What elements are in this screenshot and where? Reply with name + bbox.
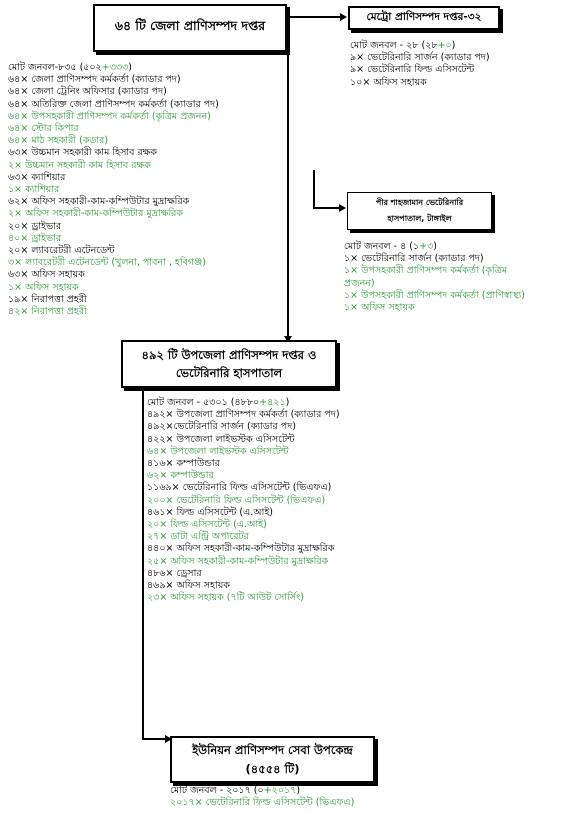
union-staff-item: ২০১৭× ভেটেরিনারি ফিল্ড এসিসটেন্ট (ভিএফএ) [170,797,355,809]
upazila-staff-item: ২৭× ডাটা এন্ট্রি অপারেটর [147,531,249,543]
upazila-title-line1: ৪৯২ টি উপজেলা প্রাণিসম্পদ দপ্তর ও [141,348,317,362]
district-staff-item: ৬৩× অফিস সহায়ক [8,269,85,281]
connector-union-vertical [142,378,144,739]
metro-staff-item: ৯× ভেটেরিনারি সার্জন (ক্যাডার পদ) [350,52,490,64]
connector-main-vertical [287,52,289,339]
district-staff-item: ৬৩× ক্যাশিয়ার [8,171,66,183]
metro-office-box [348,6,500,30]
connector-hospital-horizontal [313,207,340,209]
hospital-title-line1: পীর শাহজামান ভেটেরিনারি [375,197,464,207]
upazila-staff-item: ২৩× অফিস সহায়ক (৭টি আউট সোর্সিং) [147,592,304,604]
union-staff-list [170,785,354,809]
union-total: মোট জনবল - ২০১৭ (০+২০১৭) [170,785,301,796]
metro-staff-item: ১০× অফিস সহায়ক [350,76,427,88]
metro-staff-item: ৯× ভেটেরিনারি ফিল্ড এসিসটেন্ট [350,64,475,76]
upazila-staff-item: ৪৬৯× অফিস সহায়ক [147,580,230,592]
metro-office-title: মেট্রো প্রাণিসম্পদ দপ্তর-৩২ [366,10,482,23]
connector-union-horizontal [142,738,167,740]
upazila-staff-item: ৪৯২×ভেটেরিনারি সার্জন (ক্যাডার পদ) [147,421,296,433]
hospital-total: মোট জনবল - ৪ (১+৩) [344,241,437,252]
upazila-staff-item: ৬৪× উপজেলা লাইভস্টক এসিসটেন্ট [147,445,289,457]
district-staff-item: ৬৪× জেলা প্রাণিসম্পদ কর্মকর্তা (ক্যাডার পদ) [8,74,181,86]
upazila-staff-item: ৬২× কম্পাউন্ডার [147,470,214,482]
hospital-title-line2: হাসপাতাল, টাঙ্গাইল [387,213,452,223]
upazila-staff-item: ১১৬৯× ভেটেরিনারি ফিল্ড এসিসটেন্ট (ভিএফএ) [147,482,332,494]
district-staff-item: ৬৪× উপসহকারী প্রাণিসম্পদ কর্মকর্তা (কৃত্রিম প্রজনন) [8,110,211,122]
veterinary-hospital-box [347,192,492,230]
upazila-title-line2: ভেটেরিনারি হাসপাতাল [175,366,283,380]
arrow-to-metro [340,13,347,21]
upazila-staff-item: ৪৬১× ফিল্ড এসিসটেন্ট (এ.আই) [147,506,273,518]
district-staff-item: ২০× ল্যাবরেটরী এটেনডেন্ট [8,245,115,257]
connector-hospital-vertical [313,170,315,208]
connector-to-metro [288,16,340,18]
upazila-staff-item: ৪১৬× কম্পাউন্ডার [147,458,220,470]
district-staff-item: ১× অফিস সহায়ক [8,281,79,293]
metro-total: মোট জনবল - ২৮ (২৮+০) [350,40,456,51]
upazila-total: মোট জনবল - ৫৩০১ (৪৮৮০+৪২১) [147,397,290,408]
upazila-staff-item: ২৫× অফিস সহকারী-কাম-কম্পিউটার মুদ্রাক্ষরিক [147,555,329,567]
hospital-staff-list [344,241,525,314]
upazila-staff-item: ২০× ফিল্ড এসিসটেন্ট (এ.আই) [147,519,267,531]
arrow-to-hospital [339,204,346,212]
upazila-office-box [121,340,337,388]
district-staff-item: ৬২× অফিস সহকারী-কাম-কম্পিউটার মুদ্রাক্ষরিক [8,196,190,208]
union-center-box [170,736,375,783]
district-staff-item: ২× অফিস সহকারী-কাম-কম্পিউটার মুদ্রাক্ষরিক [8,208,184,220]
district-staff-item: ৬৩× উচ্চমান সহকারী কাম হিসাব রক্ষক [8,147,158,159]
union-title-line1: ইউনিয়ন প্রাণিসম্পদ সেবা উপকেন্দ্র [192,742,353,757]
district-staff-item: ৬৪× মাঠ সহকারী (কডার) [8,135,109,147]
district-staff-item: ১৯× নিরাপত্তা প্রহরী [8,293,87,305]
district-staff-item: ২০× ড্রাইভার [8,220,62,232]
district-staff-item: ৬৪× জেলা ট্রেনিং অফিসার (ক্যাডার পদ) [8,86,167,98]
district-staff-item: ১× ক্যাশিয়ার [8,184,60,196]
district-staff-list [8,62,219,318]
district-staff-item: ২× উচ্চমান সহকারী কাম হিসাব রক্ষক [8,159,151,171]
district-staff-item: ৬৪× অতিরিক্ত জেলা প্রাণিসম্পদ কর্মকর্তা (ক্যাডার পদ) [8,98,219,110]
hospital-staff-item: ১× অফিস সহায়ক [344,302,415,314]
hospital-staff-item: ১× উপসহকারী প্রাণিসম্পদ কর্মকর্তা (প্রাণিস্বাস্থ্য) [344,289,525,301]
district-total: মোট জনবল-৮৩৫ (৫০২+৩৩৩) [8,62,133,73]
district-staff-item: ৪২× নিরাপত্তা প্রহরী [8,306,87,318]
union-title-line2: (৪৫৫৪ টি) [245,761,300,776]
upazila-staff-list [147,397,340,604]
metro-staff-list [350,40,490,89]
upazila-staff-item: ৪৪০× অফিস সহকারী-কাম-কম্পিউটার মুদ্রাক্ষরিক [147,543,335,555]
upazila-staff-item: ৪৮৬× ড্রেসার [147,567,202,579]
upazila-staff-item: ৪৯২× উপজেলা প্রাণিসম্পদ কর্মকর্তা (ক্যাডার পদ) [147,409,340,421]
upazila-staff-item: ৪২২× উপজেলা লাইভস্টক এসিসটেন্ট [147,433,295,445]
district-staff-item: ৩× ল্যাবরেটরী এটেনডেন্ট (খুলনা, পাবনা , হবিগঞ্জ) [8,257,206,269]
district-staff-item: ৪০× ড্রাইভার [8,232,62,244]
district-office-title: ৬৪ টি জেলা প্রাণিসম্পদ দপ্তর [114,18,266,33]
upazila-staff-item: ২০০× ভেটেরিনারি ফিল্ড এসিসটেন্ট (ভিএফএ) [147,494,326,506]
hospital-staff-item: ১× উপসহকারী প্রাণিসম্পদ কর্মকর্তা (কৃত্রিম [344,265,508,277]
district-office-box [93,4,287,52]
district-staff-item: ৬৪× স্টোর কিপার [8,123,79,135]
hospital-staff-item: ১× ভেটেরিনারি সার্জন (ক্যাডার পদ) [344,253,484,265]
hospital-staff-item: প্রজনন) [344,277,375,289]
